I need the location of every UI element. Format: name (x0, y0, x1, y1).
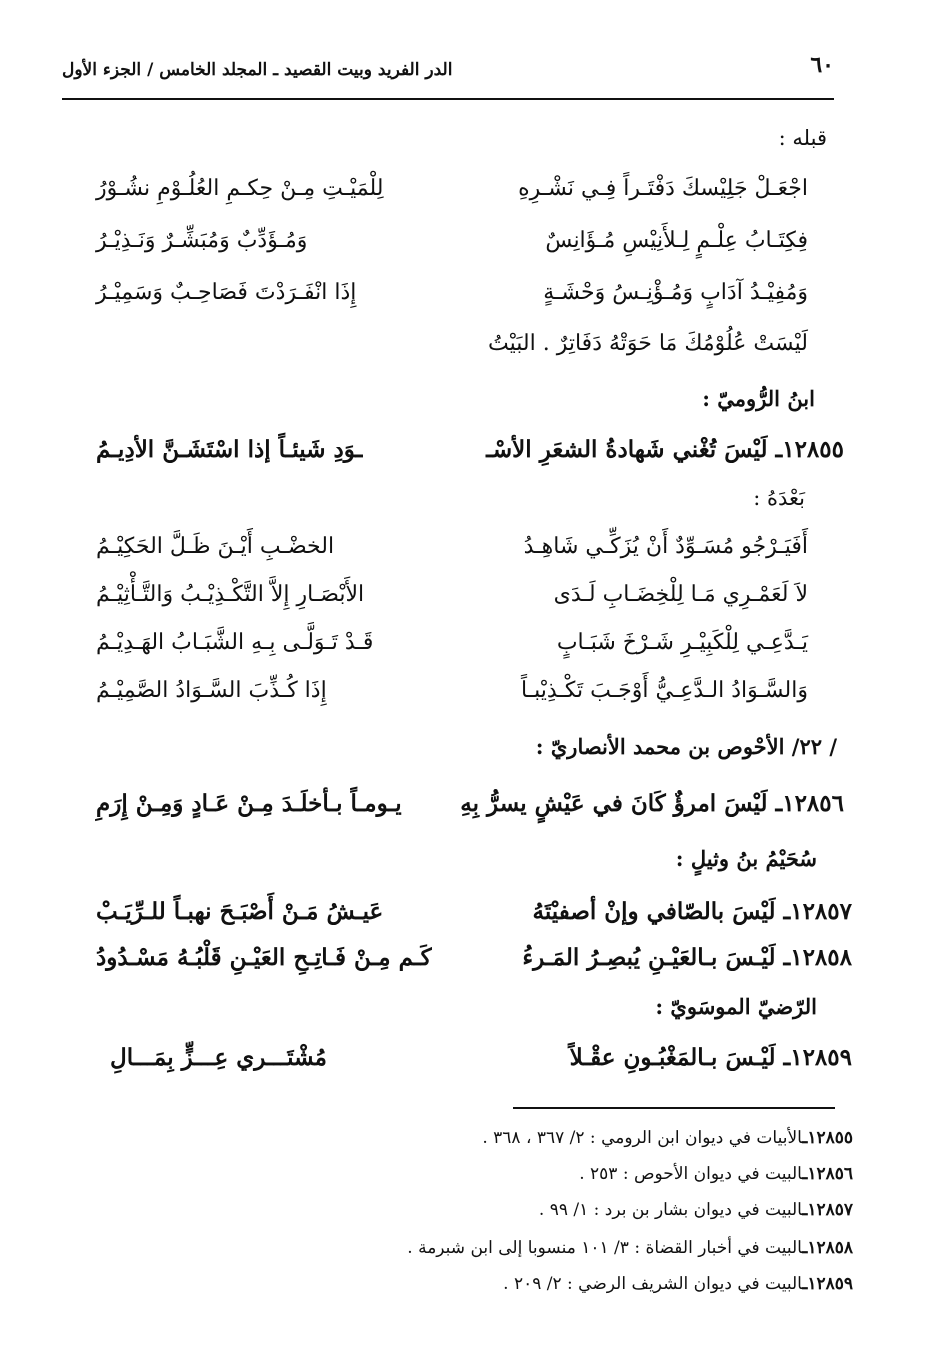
verse-first-hemistich: يَـدَّعِـي لِلْكَبِيْـرِ شَـرْخَ شَبَـابٍ (556, 630, 808, 655)
verse-line (96, 280, 808, 324)
poet-name-ibn-rumi: ابنُ الرُّوميّ : (702, 386, 815, 411)
verse-second-hemistich: وَمُـؤَدِّبٌ وَمُبَشِّـرٌ وَنَـذِيْـرُ (96, 228, 308, 253)
verse-second-hemistich: يـومـاً بـأخلَـدَ مِـنْ عَـادٍ وَمِـنْ إِرَمِ (96, 790, 402, 817)
verse-second-hemistich: الأَبْصَـارِ إِلاَّ التَّكْـذِيْـبُ وَالتَّـأْثِيْـمُ (96, 582, 365, 607)
verse-line (96, 582, 808, 626)
verse-first-hemistich: ١٢٨٥٥ـ لَيْسَ تُغْني شَهادةُ الشعَرِ الأسْـ (486, 436, 844, 463)
verse-first-hemistich: أَفَيَـرْجُو مُسَـوِّدٌ أَنْ يُزَكِّـي شَاهِـدُ (523, 534, 808, 559)
page-header (62, 52, 834, 96)
verse-second-hemistich: ـوَدِ شَيئـاً إذا اسْتَشَـنَّ الأدِيـمُ (96, 436, 363, 463)
verse-line (96, 228, 808, 272)
running-title: الدر الفريد وبيت القصيد ـ المجلد الخامس / الجزء الأول (62, 60, 453, 80)
verse-first-hemistich: ١٢٨٥٧ـ لَيْسَ بالصّافي وإنْ أصفيْتَهُ (532, 898, 852, 925)
verse-first-hemistich: وَمُفِيْـدُ آدَابٍ وَمُـؤْنِـسُ وَحْشَـةٍ (543, 280, 808, 305)
verse-first-hemistich: ١٢٨٥٨ـ لَيْـسَ بـالعَيْـنِ يُبصِـرُ المَـرءُ (522, 944, 852, 971)
label-qablahu: قبله : (778, 126, 827, 150)
verse-line-numbered (96, 944, 852, 988)
footnote-text: البيت في ديوان الأحوص : ٢٥٣ . (579, 1164, 803, 1184)
verse-second-hemistich: كَـم مِـنْ فَـاتِـحِ العَيْـنِ قَلْبُـهُ مَسْـدُودُ (96, 944, 432, 971)
verse-first-hemistich: ١٢٨٥٦ـ لَيْسَ امرؤٌ كَانَ في عَيْشٍ يسرُّ بِهِ (460, 790, 844, 817)
verse-second-hemistich: الخضْـبِ أَيْـنَ ظَـلَّ الحَكِيْـمُ (96, 534, 335, 559)
verse-line-numbered (96, 790, 844, 834)
verse-first-hemistich: فِكِتَـابُ عِلْـمٍ لِـلأَنِيْسِ مُـؤَانِسٌ (545, 228, 808, 253)
verse-first-hemistich: وَالسَّـوَادُ الـدَّعِـيُّ أَوْجَـبَ تَكْـذِيْبـاً (520, 678, 808, 703)
verse-first-hemistich: اجْعَـلْ جَلِيْسكَ دَفْتَـراً فِـي نَشْـرِهِ (518, 176, 808, 201)
footnote-number: ١٢٨٥٩ـ (802, 1274, 853, 1294)
footnote-text: البيت في أخبار القضاة : ٣/ ١٠١ منسوبا إلى ابن شبرمة . (407, 1238, 803, 1258)
verse-line (96, 630, 808, 674)
verse-line (96, 534, 808, 578)
verse-second-hemistich: إِذَا كُـذِّبَ السَّـوَادُ الصَّمِيْـمُ (96, 678, 327, 703)
footnote-text: البيت في ديوان الشريف الرضي : ٢/ ٢٠٩ . (503, 1274, 803, 1294)
footnote (539, 1200, 853, 1220)
footnote-text: الأبيات في ديوان ابن الرومي : ٢/ ٣٦٧ ، ٣٦٨ . (482, 1128, 803, 1148)
verse-line-numbered (96, 436, 844, 480)
verse-line (96, 331, 808, 375)
verse-second-hemistich: لِلْمَيْـتِ مِـنْ حِكـمِ العُلُـوْمِ نشُـوْرُ (96, 176, 384, 201)
footnote-divider (513, 1107, 835, 1109)
footnote (579, 1164, 853, 1184)
footnote (503, 1274, 853, 1294)
footnote-number: ١٢٨٥٦ـ (802, 1164, 853, 1184)
label-badahu: بَعْدَهُ : (753, 486, 805, 510)
verse-first-hemistich: ١٢٨٥٩ـ لَيْـسَ بـالمَغْبُـونِ عقْـلاً (569, 1044, 852, 1071)
footnote-number: ١٢٨٥٧ـ (802, 1200, 853, 1220)
verse-line-numbered (110, 1044, 852, 1088)
footnote (407, 1238, 853, 1258)
verse-second-hemistich: عَيـشُ مَـنْ أَصْبَـحَ نهبـاً للـرِّيَـبْ (96, 898, 384, 925)
footnote-number: ١٢٨٥٨ـ (802, 1238, 853, 1258)
footnote-number: ١٢٨٥٥ـ (802, 1128, 853, 1148)
verse-line-numbered (96, 898, 852, 942)
footnote-text: البيت في ديوان بشار بن برد : ١/ ٩٩ . (538, 1200, 803, 1220)
verse-second-hemistich: إِذَا انْفَـرَدْتَ فَصَاحِـبٌ وَسَمِيْـرُ (96, 280, 357, 305)
poet-name-ahwas: / ٢٢/ الأحْوص بن محمد الأنصاريّ : (535, 734, 837, 759)
poet-name-radi: الرّضيّ الموسَويّ : (655, 994, 817, 1019)
verse-second-hemistich: مُشْتَـــري عِـــزٍّ بِمَـــالِ (110, 1044, 327, 1071)
verse-first-hemistich: لَيْسَتْ عُلُوْمُكَ مَا حَوَتْهُ دَفَاتِرٌ . البَيْتُ (488, 331, 808, 356)
verse-first-hemistich: لاَ لَعَمْـرِي مَـا لِلْخِضَـابِ لَـدَى (553, 582, 808, 607)
verse-line (96, 678, 808, 722)
header-divider (62, 98, 834, 100)
footnote (482, 1128, 853, 1148)
page-number: ٦٠ (810, 52, 834, 78)
poet-name-suhaim: سُحَيْمُ بنُ وثيلٍ : (675, 846, 817, 871)
verse-second-hemistich: قَـدْ تَـوَلَّـى بِـهِ الشَّبَـابُ الهَـدِيْـمُ (96, 630, 374, 655)
verse-line (96, 176, 808, 220)
